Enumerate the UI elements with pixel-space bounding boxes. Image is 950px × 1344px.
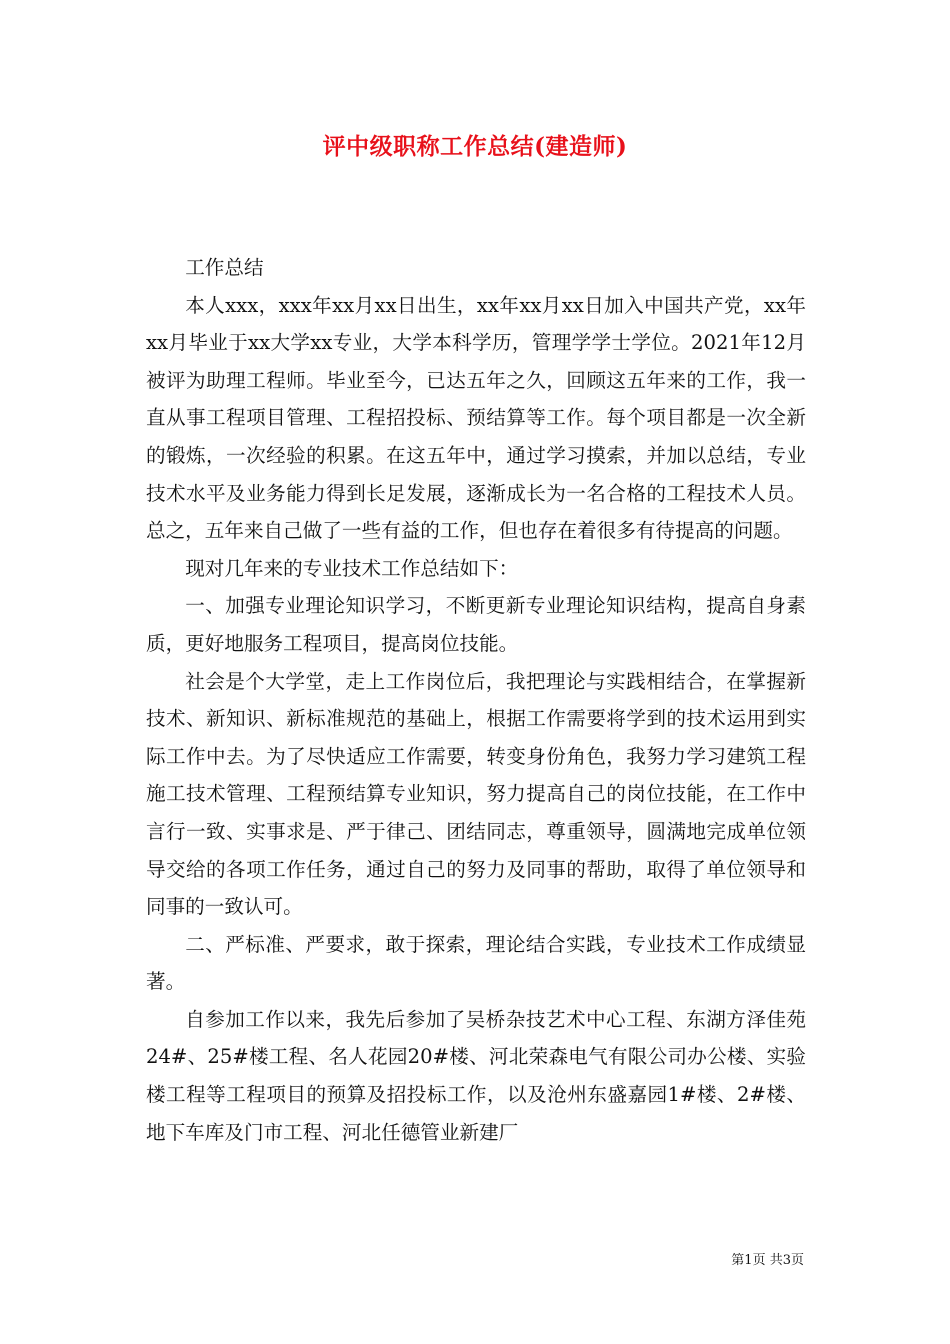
paragraph-summary-lead: 现对几年来的专业技术工作总结如下： [185, 556, 519, 580]
footer-middle: 页 共 [752, 1253, 783, 1268]
page-number-footer [731, 1249, 804, 1268]
section-heading-2: 二、严标准、严要求，敢于探索，理论结合实践，专业技术工作成绩显著。 [146, 932, 806, 994]
paragraph-heading: 工作总结 [185, 256, 264, 279]
document-body [146, 249, 806, 1151]
footer-suffix: 页 [790, 1253, 804, 1268]
paragraph-section-2: 自参加工作以来，我先后参加了吴桥杂技艺术中心工程、东湖方泽佳苑24#、25#楼工程、名人花园20#楼、河北荣森电气有限公司办公楼、实验楼工程等工程项目的预算及招投标工作，以及沧州东盛嘉园1#楼、2#楼、地下车库及门市工程、河北任德管业新建厂 [146, 1007, 806, 1144]
paragraph-section-1: 社会是个大学堂，走上工作岗位后，我把理论与实践相结合，在掌握新技术、新知识、新标准规范的基础上，根据工作需要将学到的技术运用到实际工作中去。为了尽快适应工作需要，转变身份角色，我努力学习建筑工程施工技术管理、工程预结算专业知识，努力提高自己的岗位技能，在工作中言行一致、实事求是、严于律己、团结同志，尊重领导，圆满地完成单位领导交给的各项工作任务，通过自己的努力及同事的帮助，取得了单位领导和同事的一致认可。 [146, 669, 806, 919]
footer-total-pages: 3 [782, 1253, 791, 1268]
section-heading-1: 一、加强专业理论知识学习，不断更新专业理论知识结构，提高自身素质，更好地服务工程项目，提高岗位技能。 [146, 594, 806, 655]
document-title: 评中级职称工作总结(建造师) [322, 133, 628, 160]
footer-prefix: 第 [731, 1253, 745, 1268]
footer-current-page: 1 [744, 1253, 753, 1268]
paragraph-intro: 本人xxx，xxx年xx月xx日出生，xx年xx月xx日加入中国共产党，xx年xx月毕业于xx大学xx专业，大学本科学历，管理学学士学位。2021年12月被评为助理工程师。毕业至今，已达五年之久，回顾这五年来的工作，我一直从事工程项目管理、工程招投标、预结算等工作。每个项目都是一次全新的锻炼，一次经验的积累。在这五年中，通过学习摸索，并加以总结，专业技术水平及业务能力得到长足发展，逐渐成长为一名合格的工程技术人员。总之，五年来自己做了一些有益的工作，但也存在着很多有待提高的问题。 [146, 293, 806, 543]
